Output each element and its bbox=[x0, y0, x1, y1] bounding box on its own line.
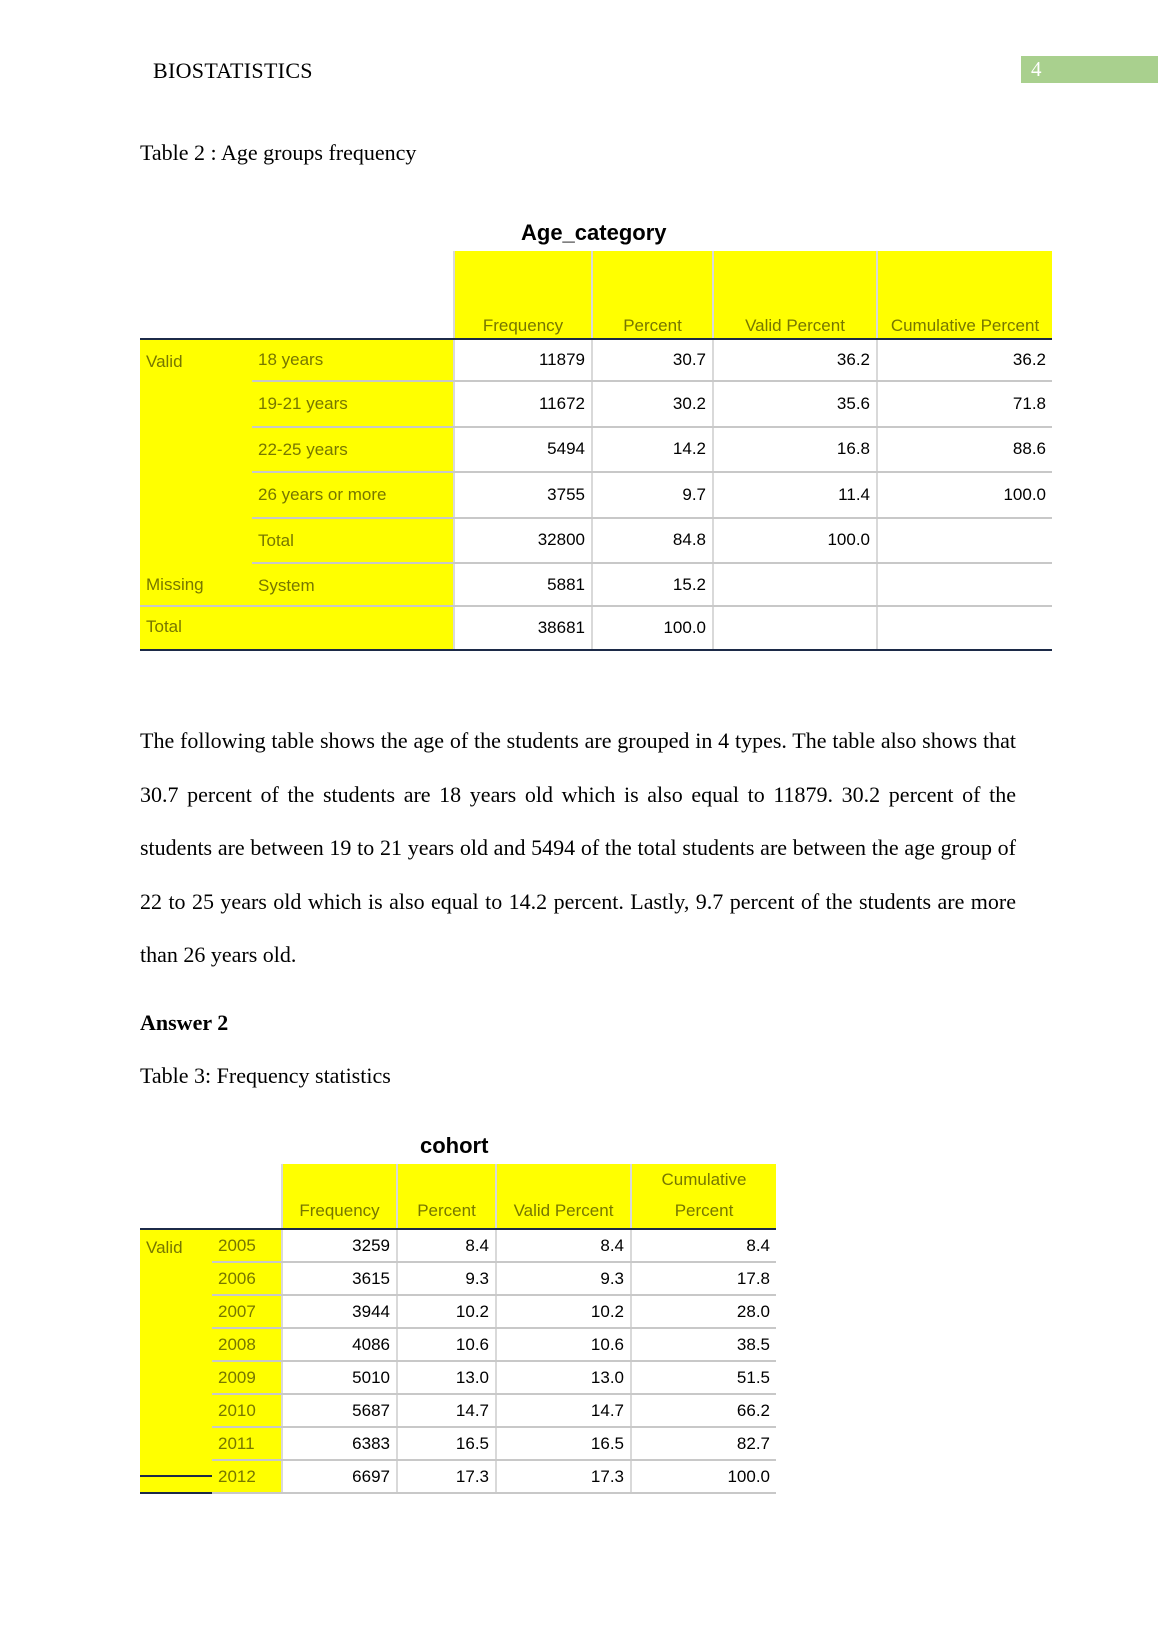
table-row bbox=[140, 381, 1052, 426]
frequency-cell: 3259 bbox=[282, 1229, 397, 1262]
frequency-cell: 6697 bbox=[282, 1460, 397, 1493]
cumulative-percent-cell: 38.5 bbox=[631, 1328, 776, 1361]
column-header: Frequency bbox=[454, 251, 592, 339]
cumulative-percent-cell: 8.4 bbox=[631, 1229, 776, 1262]
row-group-label: Total bbox=[140, 606, 252, 650]
page-number: 4 bbox=[1021, 56, 1158, 83]
cumulative-percent-cell: 71.8 bbox=[877, 381, 1052, 426]
year-label: 2005 bbox=[212, 1229, 282, 1262]
valid-percent-cell: 16.5 bbox=[496, 1427, 631, 1460]
percent-cell: 14.2 bbox=[592, 427, 713, 472]
frequency-cell: 11672 bbox=[454, 381, 592, 426]
table2-caption: Table 2 : Age groups frequency bbox=[140, 140, 417, 165]
year-label: 2010 bbox=[212, 1394, 282, 1427]
percent-cell: 9.7 bbox=[592, 472, 713, 517]
percent-cell: 10.6 bbox=[397, 1328, 496, 1361]
cumulative-percent-cell: 28.0 bbox=[631, 1295, 776, 1328]
table-row bbox=[140, 339, 1052, 381]
table-row bbox=[140, 563, 1052, 606]
table3-caption: Table 3: Frequency statistics bbox=[140, 1063, 391, 1088]
frequency-cell: 32800 bbox=[454, 518, 592, 563]
row-group-label: Valid bbox=[140, 1229, 212, 1493]
cumulative-percent-cell: 36.2 bbox=[877, 339, 1052, 381]
percent-cell: 10.2 bbox=[397, 1295, 496, 1328]
year-label: 2007 bbox=[212, 1295, 282, 1328]
header-title: BIOSTATISTICS bbox=[153, 58, 313, 83]
year-label: 2006 bbox=[212, 1262, 282, 1295]
row-label bbox=[252, 606, 454, 650]
frequency-cell: 3944 bbox=[282, 1295, 397, 1328]
cohort-table bbox=[140, 1164, 776, 1494]
frequency-cell: 38681 bbox=[454, 606, 592, 650]
valid-percent-cell: 14.7 bbox=[496, 1394, 631, 1427]
table-row bbox=[140, 1262, 776, 1295]
valid-percent-cell: 9.3 bbox=[496, 1262, 631, 1295]
frequency-cell: 5494 bbox=[454, 427, 592, 472]
column-header: Valid Percent bbox=[496, 1164, 631, 1229]
table3-title: cohort bbox=[420, 1133, 489, 1158]
cumulative-percent-cell: 66.2 bbox=[631, 1394, 776, 1427]
percent-cell: 15.2 bbox=[592, 563, 713, 606]
column-header: Percent bbox=[592, 251, 713, 339]
table-row bbox=[140, 606, 1052, 650]
percent-cell: 84.8 bbox=[592, 518, 713, 563]
year-label: 2012 bbox=[212, 1460, 282, 1493]
column-header: Frequency bbox=[282, 1164, 397, 1229]
cumulative-percent-cell: 82.7 bbox=[631, 1427, 776, 1460]
frequency-cell: 11879 bbox=[454, 339, 592, 381]
percent-cell: 14.7 bbox=[397, 1394, 496, 1427]
percent-cell: 16.5 bbox=[397, 1427, 496, 1460]
valid-percent-cell: 17.3 bbox=[496, 1460, 631, 1493]
cumulative-percent-cell bbox=[877, 518, 1052, 563]
body-paragraph: The following table shows the age of the students are grouped in 4 types. The table also shows that 30.7 percent of the students are 18 years old which is also equal to 11879. 30.2 percent of the students are between 19 to 21 years old and 5494 of the total students are between the age group of 22 to 25 years old which is also equal to 14.2 percent. Lastly, 9.7 percent of the students are more than 26 years old. bbox=[140, 728, 1016, 968]
cumulative-percent-cell bbox=[877, 606, 1052, 650]
frequency-cell: 6383 bbox=[282, 1427, 397, 1460]
valid-percent-cell: 36.2 bbox=[713, 339, 877, 381]
row-label: 18 years bbox=[252, 339, 454, 381]
valid-percent-cell: 35.6 bbox=[713, 381, 877, 426]
column-header: Cumulative Percent bbox=[877, 251, 1052, 339]
percent-cell: 9.3 bbox=[397, 1262, 496, 1295]
frequency-cell: 5010 bbox=[282, 1361, 397, 1394]
frequency-cell: 3755 bbox=[454, 472, 592, 517]
row-label: 26 years or more bbox=[252, 472, 454, 517]
frequency-cell: 5881 bbox=[454, 563, 592, 606]
row-group-label: Missing bbox=[140, 563, 252, 606]
year-label: 2011 bbox=[212, 1427, 282, 1460]
cumulative-percent-cell bbox=[877, 563, 1052, 606]
answer-heading: Answer 2 bbox=[140, 1010, 229, 1035]
frequency-cell: 3615 bbox=[282, 1262, 397, 1295]
cumulative-percent-cell: 88.6 bbox=[877, 427, 1052, 472]
table-row bbox=[140, 1229, 776, 1262]
table-row bbox=[140, 1328, 776, 1361]
row-label: 19-21 years bbox=[252, 381, 454, 426]
table-row bbox=[140, 427, 1052, 472]
cumulative-percent-cell: 100.0 bbox=[877, 472, 1052, 517]
valid-percent-cell: 10.2 bbox=[496, 1295, 631, 1328]
year-label: 2009 bbox=[212, 1361, 282, 1394]
column-header: Percent bbox=[397, 1164, 496, 1229]
valid-percent-cell: 10.6 bbox=[496, 1328, 631, 1361]
frequency-cell: 5687 bbox=[282, 1394, 397, 1427]
cumulative-percent-cell: 17.8 bbox=[631, 1262, 776, 1295]
column-header: Valid Percent bbox=[713, 251, 877, 339]
frequency-cell: 4086 bbox=[282, 1328, 397, 1361]
table-row bbox=[140, 518, 1052, 563]
table3-bottom-rule bbox=[140, 1475, 212, 1477]
percent-cell: 13.0 bbox=[397, 1361, 496, 1394]
cumulative-percent-cell: 51.5 bbox=[631, 1361, 776, 1394]
table-row bbox=[140, 472, 1052, 517]
table-row bbox=[140, 1394, 776, 1427]
table2-title: Age_category bbox=[521, 220, 667, 245]
valid-percent-cell: 8.4 bbox=[496, 1229, 631, 1262]
cumulative-percent-cell: 100.0 bbox=[631, 1460, 776, 1493]
valid-percent-cell: 100.0 bbox=[713, 518, 877, 563]
valid-percent-cell: 16.8 bbox=[713, 427, 877, 472]
valid-percent-cell: 13.0 bbox=[496, 1361, 631, 1394]
percent-cell: 100.0 bbox=[592, 606, 713, 650]
table-row bbox=[140, 1361, 776, 1394]
percent-cell: 8.4 bbox=[397, 1229, 496, 1262]
column-header: Cumulative Percent bbox=[631, 1164, 776, 1229]
percent-cell: 30.7 bbox=[592, 339, 713, 381]
age-category-table bbox=[140, 251, 1052, 651]
valid-percent-cell bbox=[713, 606, 877, 650]
percent-cell: 30.2 bbox=[592, 381, 713, 426]
row-label: System bbox=[252, 563, 454, 606]
table-row bbox=[140, 1427, 776, 1460]
percent-cell: 17.3 bbox=[397, 1460, 496, 1493]
row-label: Total bbox=[252, 518, 454, 563]
table-row bbox=[140, 1460, 776, 1493]
row-group-label: Valid bbox=[140, 339, 252, 563]
valid-percent-cell: 11.4 bbox=[713, 472, 877, 517]
table-row bbox=[140, 1295, 776, 1328]
row-label: 22-25 years bbox=[252, 427, 454, 472]
year-label: 2008 bbox=[212, 1328, 282, 1361]
valid-percent-cell bbox=[713, 563, 877, 606]
